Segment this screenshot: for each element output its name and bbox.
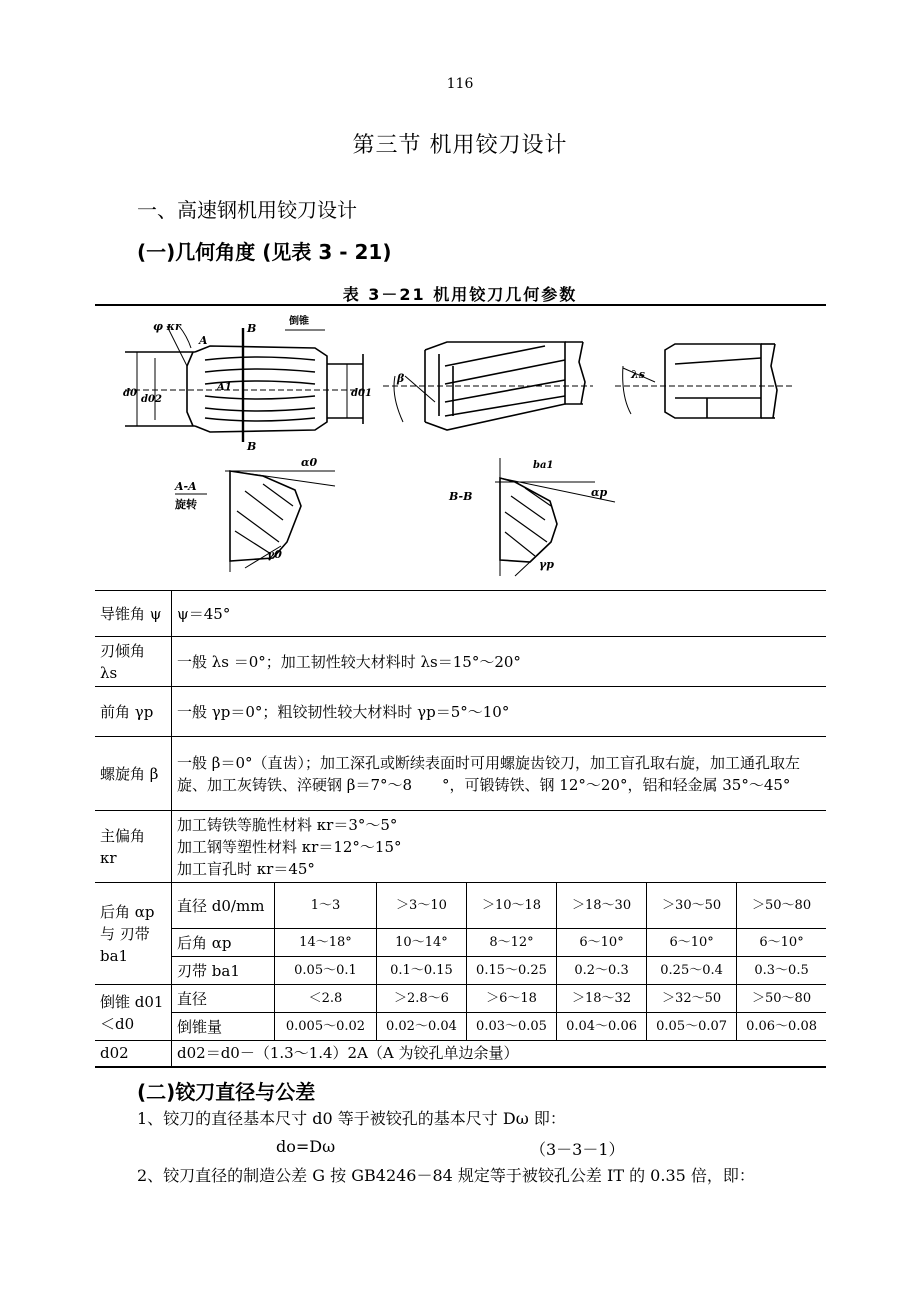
label-bb-title: B-B bbox=[449, 490, 473, 503]
label-gammap: γp bbox=[539, 558, 554, 571]
table-row bbox=[95, 591, 826, 637]
sub-label: 刃带 ba1 bbox=[172, 957, 275, 985]
row-label: 前角 γp bbox=[95, 687, 172, 737]
taper-amount-value: 0.05～0.07 bbox=[647, 1013, 737, 1041]
taper-amount-value: 0.04～0.06 bbox=[557, 1013, 647, 1041]
land-value: 0.2～0.3 bbox=[557, 957, 647, 985]
heading-diameter-tolerance: (二)铰刀直径与公差 bbox=[137, 1080, 316, 1104]
land-value: 0.1～0.15 bbox=[376, 957, 466, 985]
row-label: 主偏角 κr bbox=[95, 811, 172, 883]
geometry-parameters-table bbox=[95, 590, 826, 1068]
taper-diameter-range: ＞18～32 bbox=[557, 985, 647, 1013]
label-aa-title: A-A bbox=[175, 480, 197, 493]
diameter-range: ＞10～18 bbox=[466, 883, 556, 929]
paragraph-diameter: 1、铰刀的直径基本尺寸 d0 等于被铰孔的基本尺寸 Dω 即： bbox=[137, 1109, 566, 1128]
taper-diameter-range: ＜2.8 bbox=[275, 985, 377, 1013]
row-label: d02 bbox=[95, 1041, 172, 1067]
label-alphap: αp bbox=[591, 486, 608, 499]
row-label: 倒锥 d01＜d0 bbox=[95, 985, 172, 1041]
reamer-geometry-figure bbox=[95, 306, 826, 590]
rear-angle-value: 8～12° bbox=[466, 929, 556, 957]
label-beta: β bbox=[397, 372, 405, 385]
row-content: ψ＝45° bbox=[172, 591, 827, 637]
rear-angle-value: 10～14° bbox=[376, 929, 466, 957]
table-caption: 表 3－21 机用铰刀几何参数 bbox=[342, 285, 578, 304]
diameter-range: ＞30～50 bbox=[647, 883, 737, 929]
label-A: A bbox=[199, 334, 208, 347]
rear-angle-value: 6～10° bbox=[647, 929, 737, 957]
diameter-range: 1～3 bbox=[275, 883, 377, 929]
sub-label: 直径 d0/mm bbox=[172, 883, 275, 929]
row-content: 一般 β＝0°（直齿）；加工深孔或断续表面时可用螺旋齿铰刀，加工盲孔取右旋，加工通孔取左旋、加工灰铸铁、淬硬钢 β＝7°～8 °，可锻铸铁、钢 12°～20°，铝和轻金属 35°～45° bbox=[172, 737, 827, 811]
table-row bbox=[95, 637, 826, 687]
paragraph-tolerance: 2、铰刀直径的制造公差 G 按 GB4246－84 规定等于被铰孔公差 IT 的 0.35 倍，即： bbox=[137, 1166, 755, 1185]
row-content: 一般 γp＝0°；粗铰韧性较大材料时 γp＝5°～10° bbox=[172, 687, 827, 737]
label-alpha0: α0 bbox=[301, 456, 318, 469]
row-content bbox=[172, 811, 827, 883]
label-phi-kr: φ κr bbox=[153, 320, 181, 333]
table-row bbox=[95, 687, 826, 737]
label-d0: d0 bbox=[123, 388, 137, 399]
label-ba1: ba1 bbox=[533, 460, 554, 471]
row-label: 导锥角 ψ bbox=[95, 591, 172, 637]
heading-geometry: (一)几何角度 (见表 3 - 21) bbox=[137, 240, 392, 264]
label-d01: d01 bbox=[351, 388, 372, 399]
label-aa-sub: 旋转 bbox=[175, 498, 197, 511]
rear-angle-value: 6～10° bbox=[557, 929, 647, 957]
row-label: 后角 αp与 刃带 ba1 bbox=[95, 883, 172, 985]
table-row bbox=[95, 985, 826, 1013]
table-row bbox=[95, 929, 826, 957]
row-label: 螺旋角 β bbox=[95, 737, 172, 811]
taper-diameter-range: ＞50～80 bbox=[737, 985, 826, 1013]
kr-line: 加工钢等塑性材料 κr＝12°～15° bbox=[177, 837, 402, 856]
land-value: 0.15～0.25 bbox=[466, 957, 556, 985]
diameter-range: ＞50～80 bbox=[737, 883, 826, 929]
sub-label: 直径 bbox=[172, 985, 275, 1013]
diameter-range: ＞18～30 bbox=[557, 883, 647, 929]
diameter-range: ＞3～10 bbox=[376, 883, 466, 929]
land-value: 0.25～0.4 bbox=[647, 957, 737, 985]
row-label: 刃倾角 λs bbox=[95, 637, 172, 687]
equation-number: （3－3－1） bbox=[530, 1140, 625, 1159]
label-taper: 倒锥 bbox=[289, 316, 309, 327]
table-row bbox=[95, 737, 826, 811]
taper-amount-value: 0.02～0.04 bbox=[376, 1013, 466, 1041]
kr-line: 加工盲孔时 κr＝45° bbox=[177, 859, 315, 878]
sub-label: 倒锥量 bbox=[172, 1013, 275, 1041]
label-gamma0: γ0 bbox=[267, 548, 282, 561]
equation: do=Dω bbox=[276, 1137, 336, 1156]
land-value: 0.05～0.1 bbox=[275, 957, 377, 985]
section-title: 第三节 机用铰刀设计 bbox=[352, 133, 568, 158]
heading-hss-reamer: 一、高速钢机用铰刀设计 bbox=[137, 198, 357, 222]
taper-diameter-range: ＞2.8～6 bbox=[376, 985, 466, 1013]
taper-amount-value: 0.03～0.05 bbox=[466, 1013, 556, 1041]
page-number: 116 bbox=[446, 76, 474, 92]
table-row bbox=[95, 811, 826, 883]
rear-angle-value: 6～10° bbox=[737, 929, 826, 957]
rear-angle-value: 14～18° bbox=[275, 929, 377, 957]
row-content: 一般 λs ＝0°；加工韧性较大材料时 λs＝15°～20° bbox=[172, 637, 827, 687]
row-content: d02＝d0－（1.3～1.4）2A（A 为铰孔单边余量） bbox=[172, 1041, 827, 1067]
table-row bbox=[95, 1013, 826, 1041]
taper-diameter-range: ＞6～18 bbox=[466, 985, 556, 1013]
label-B-top: B bbox=[247, 322, 257, 335]
land-value: 0.3～0.5 bbox=[737, 957, 826, 985]
label-lambda-s: λs bbox=[631, 368, 645, 381]
table-row bbox=[95, 957, 826, 985]
taper-amount-value: 0.005～0.02 bbox=[275, 1013, 377, 1041]
table-row bbox=[95, 883, 826, 929]
label-A1: A1 bbox=[217, 382, 232, 393]
sub-label: 后角 αp bbox=[172, 929, 275, 957]
taper-diameter-range: ＞32～50 bbox=[647, 985, 737, 1013]
taper-amount-value: 0.06～0.08 bbox=[737, 1013, 826, 1041]
kr-line: 加工铸铁等脆性材料 κr＝3°～5° bbox=[177, 815, 398, 834]
label-B-bottom: B bbox=[247, 440, 257, 453]
table-row bbox=[95, 1041, 826, 1067]
label-d02: d02 bbox=[141, 394, 162, 405]
